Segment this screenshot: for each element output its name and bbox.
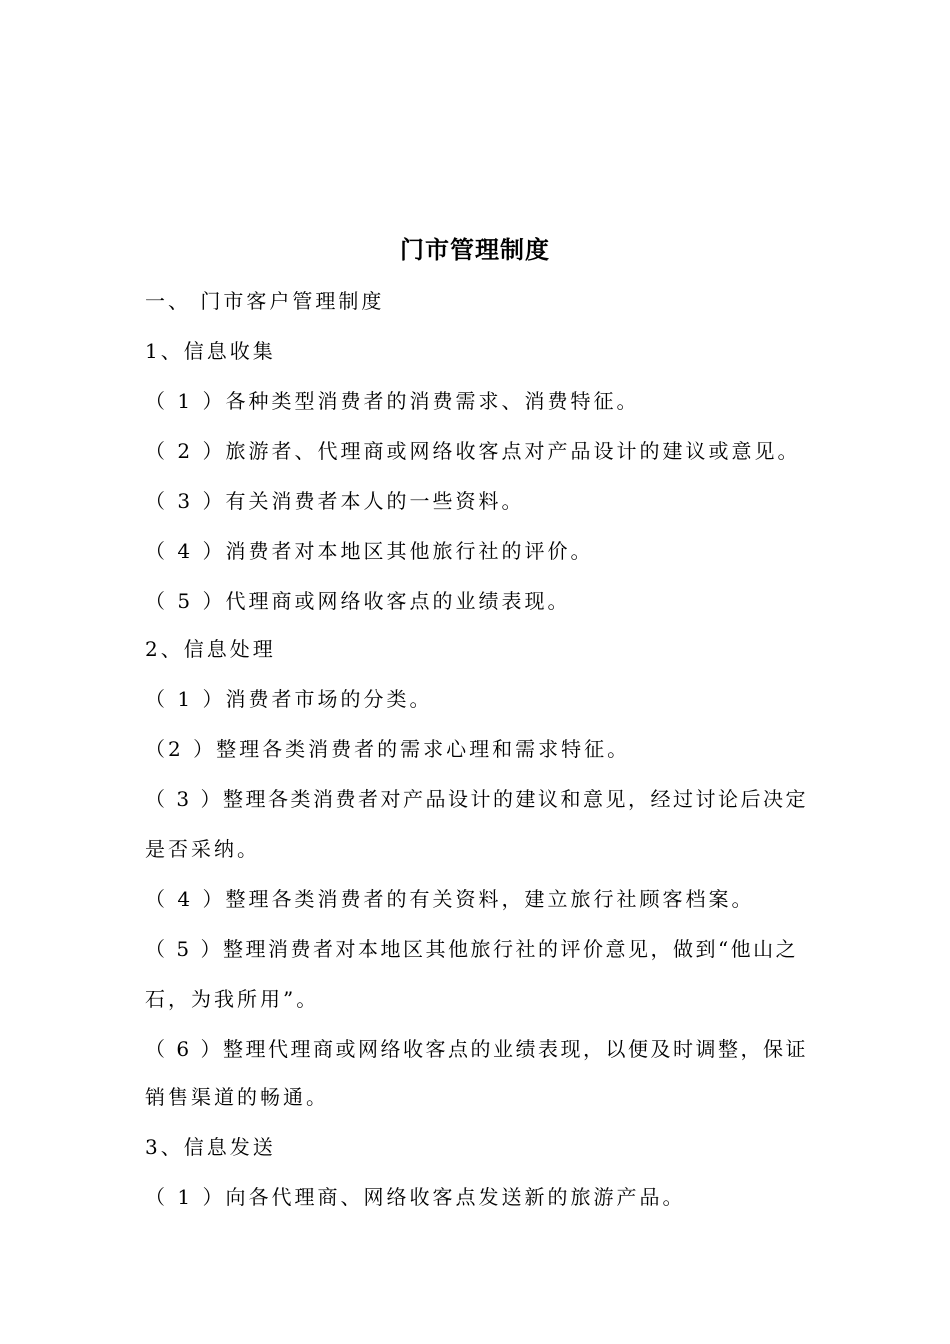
list-item: （ 1 ）消费者市场的分类。 [145,687,433,711]
list-item: （ 4 ）整理各类消费者的有关资料，建立旅行社顾客档案。 [145,887,755,911]
document-title: 门市管理制度 [400,235,550,264]
section-heading: 一、 门市客户管理制度 [145,289,385,313]
list-item: （ 1 ）向各代理商、网络收客点发送新的旅游产品。 [145,1185,686,1209]
list-item: （ 3 ）整理各类消费者对产品设计的建议和意见，经过讨论后决定 [145,787,808,811]
subsection-heading: 1、信息收集 [145,339,276,363]
list-item: （ 2 ）旅游者、代理商或网络收客点对产品设计的建议或意见。 [145,439,801,463]
list-item: （2 ）整理各类消费者的需求心理和需求特征。 [145,737,631,761]
list-item: （ 5 ）整理消费者对本地区其他旅行社的评价意见，做到“他山之 [145,937,799,961]
subsection-heading: 2、信息处理 [145,637,276,661]
list-item: （ 5 ）代理商或网络收客点的业绩表现。 [145,589,571,613]
list-item: （ 6 ）整理代理商或网络收客点的业绩表现，以便及时调整，保证 [145,1037,808,1061]
list-item-continuation: 是否采纳。 [145,837,260,861]
list-item: （ 1 ）各种类型消费者的消费需求、消费特征。 [145,389,640,413]
list-item-continuation: 石，为我所用”。 [145,987,320,1011]
list-item: （ 3 ）有关消费者本人的一些资料。 [145,489,525,513]
subsection-heading: 3、信息发送 [145,1135,276,1159]
list-item: （ 4 ）消费者对本地区其他旅行社的评价。 [145,539,594,563]
list-item-continuation: 销售渠道的畅通。 [145,1085,329,1109]
